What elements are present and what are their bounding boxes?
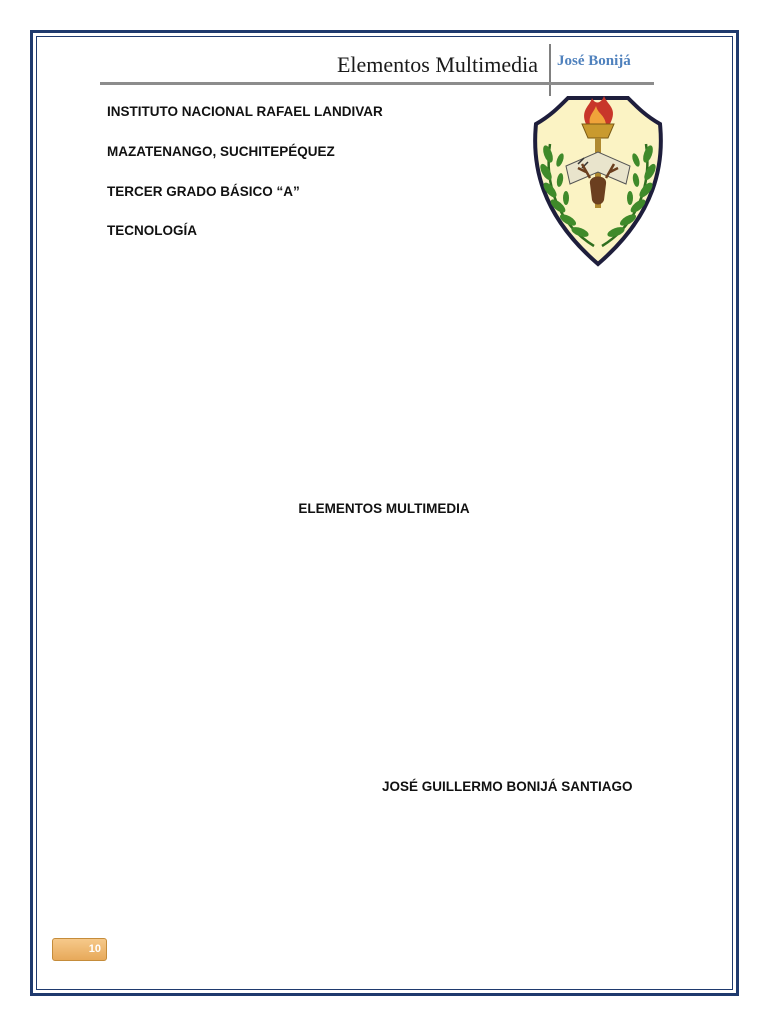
- school-crest-logo: [528, 94, 668, 270]
- institution-location: MAZATENANGO, SUCHITEPÉQUEZ: [107, 144, 335, 159]
- course-name: TECNOLOGÍA: [107, 223, 197, 238]
- header-author: José Bonijá: [557, 53, 631, 69]
- institution-name: INSTITUTO NACIONAL RAFAEL LANDIVAR: [107, 104, 383, 119]
- student-name: JOSÉ GUILLERMO BONIJÁ SANTIAGO: [382, 779, 633, 794]
- header-separator: [549, 44, 551, 96]
- header-title: Elementos Multimedia: [336, 52, 538, 77]
- document-title: ELEMENTOS MULTIMEDIA: [298, 501, 470, 516]
- grade-section: TERCER GRADO BÁSICO “A”: [107, 184, 300, 199]
- header-rule: [100, 82, 654, 85]
- page-number-badge: 10: [52, 938, 107, 961]
